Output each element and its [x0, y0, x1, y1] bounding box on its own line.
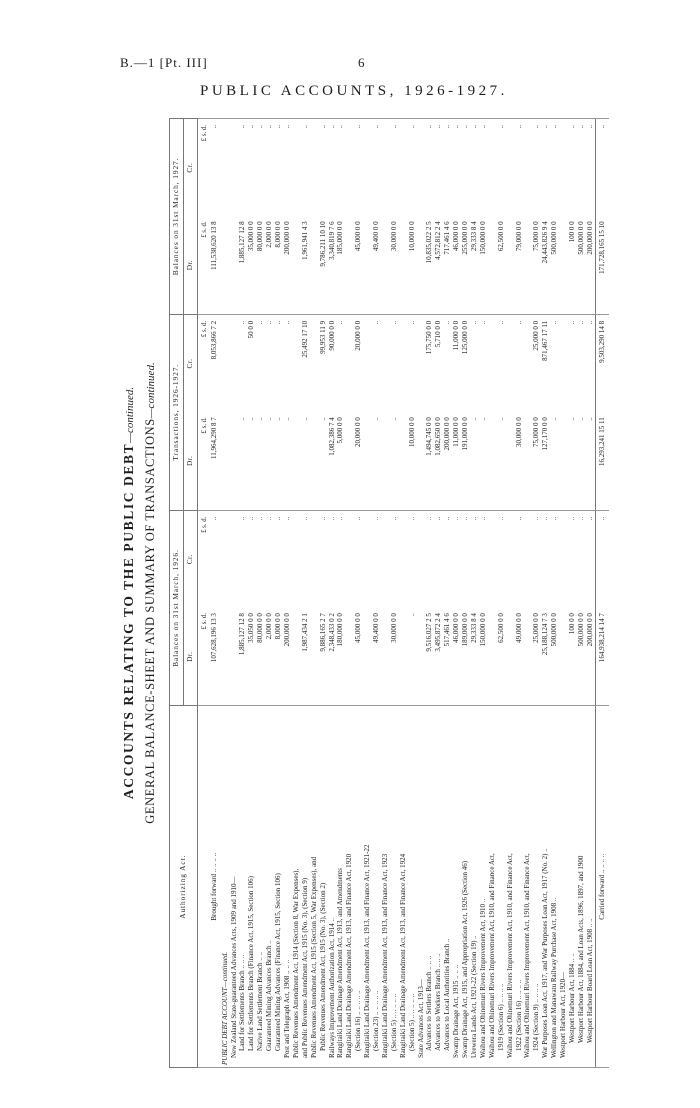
- col-header-bal-1927: Balances on 31st March, 1927.: [170, 119, 184, 315]
- amount-cell: ....: [238, 314, 247, 510]
- table-row: [354, 119, 363, 1068]
- amount-cell: 75,000 0 0..: [532, 119, 541, 315]
- amount-cell: 717,461 4 6..: [443, 119, 452, 315]
- table-row: [247, 119, 256, 1068]
- col-header-transactions: Transactions, 1926-1927.: [170, 314, 184, 510]
- amount-cell: 9,886,165 2 7..: [319, 510, 328, 706]
- act-cell: Urewera Lands Act, 1921-22 (Section 19) ..: [470, 706, 479, 1068]
- carried-forward-row: Carried forward .. .. .. .. 164,938,214 14 7.. 16,293,241 15 119,503,290 14 8 171,728,165 15 10..: [595, 119, 608, 1068]
- amount-cell: [292, 510, 301, 706]
- amount-cell: [559, 119, 568, 315]
- table-row: [479, 119, 488, 1068]
- amount-cell: ....: [550, 314, 559, 510]
- brought-forward-row: [210, 119, 221, 1068]
- amount-cell: [381, 314, 390, 510]
- act-cell: (Section 23) .. .. .. .. ..: [372, 706, 381, 1068]
- act-cell: Swamp Drainage Act, 1915, and Appropriation Act, 1926 (Section 46): [461, 706, 470, 1068]
- table-row: [515, 119, 524, 1068]
- amount-cell: [310, 314, 319, 510]
- amount-cell: 3,495,872 2 4..: [434, 510, 443, 706]
- amount-cell: 29,333 8 4..: [470, 510, 479, 706]
- amount-cell: ..25,492 17 10: [301, 314, 310, 510]
- table-body: [197, 119, 595, 1068]
- table-row: [292, 119, 301, 1068]
- amount-cell: 200,000 0 0..: [283, 119, 292, 315]
- amount-cell: 25,188,124 7 3..: [541, 510, 550, 706]
- amount-cell: 1,961,941 4 3..: [301, 119, 310, 315]
- table-row: [434, 119, 443, 1068]
- act-cell: Swamp Drainage Act, 1915 .. .. ..: [452, 706, 461, 1068]
- amount-cell: [523, 314, 532, 510]
- table-row: [328, 119, 337, 1068]
- act-cell: (Section 5) .. .. .. .. ..: [408, 706, 417, 1068]
- amount-cell: [221, 510, 230, 706]
- table-row: [568, 119, 577, 1068]
- table-row: [586, 119, 595, 1068]
- table-row: [230, 119, 239, 1068]
- act-cell: Waihou and Ohinemuri Rivers Improvement Act, 1910 ..: [479, 706, 488, 1068]
- page-header-ref: B.—1 [Pt. III]: [120, 55, 208, 70]
- amount-cell: 35,050 0 0..: [247, 510, 256, 706]
- amount-cell: [310, 119, 319, 315]
- amount-cell: 255,000 0 0..: [461, 119, 470, 315]
- amount-cell: 2,000 0 0..: [265, 510, 274, 706]
- act-cell: New Zealand State-guaranteed Advances Acts, 1909 and 1910—: [230, 706, 239, 1068]
- amount-cell: 1,082,650 0 05,710 0 0: [434, 314, 443, 510]
- amount-cell: 9,786,211 10 10..: [319, 119, 328, 315]
- amount-cell: 517,461 4 6..: [443, 510, 452, 706]
- table-row: [221, 119, 230, 1068]
- amount-cell: 150,000 0 0..: [479, 119, 488, 315]
- table-row: [310, 119, 319, 1068]
- act-cell: Native Land Settlement Branch .. ..: [256, 706, 265, 1068]
- page-number: 6: [358, 55, 365, 70]
- amount-cell: [292, 314, 301, 510]
- amount-cell: ....: [577, 314, 586, 510]
- amount-cell: [417, 119, 426, 315]
- table-row: [301, 119, 310, 1068]
- amount-cell: ....: [372, 314, 381, 510]
- table-row: [452, 119, 461, 1068]
- amount-cell: 100 0 0..: [568, 119, 577, 315]
- amount-cell: 10,000 0 0..: [408, 119, 417, 315]
- act-cell: War Purposes Loan Act, 1917, and War Purposes Loan Act, 1917 (No. 2) ..: [541, 706, 550, 1068]
- amount-cell: 30,000 0 0..: [390, 119, 399, 315]
- act-cell: Advances to Local Authorities Branch ..: [443, 706, 452, 1068]
- act-cell: Advances to Workers Branch .. .. ..: [434, 706, 443, 1068]
- amount-cell: [559, 314, 568, 510]
- table-row: [497, 119, 506, 1068]
- amount-cell: 25,000 0 0..: [532, 510, 541, 706]
- table-title: ACCOUNTS RELATING TO THE PUBLIC DEBT—continued.: [121, 386, 136, 800]
- amount-cell: [230, 510, 239, 706]
- amount-cell: 80,000 0 0..: [256, 510, 265, 706]
- table-row: [461, 119, 470, 1068]
- table-row: [541, 119, 550, 1068]
- amount-cell: 20,000 0 020,000 0 0: [354, 314, 363, 510]
- act-cell: Rangitaiki Land Drainage Amendment Act, 1913, and Amendments: [336, 706, 345, 1068]
- balance-sheet-table: [169, 118, 609, 1068]
- amount-cell: 1,885,127 12 8..: [238, 119, 247, 315]
- amount-cell: ....: [479, 314, 488, 510]
- amount-cell: 49,000 0 0..: [515, 510, 524, 706]
- table-row: [443, 119, 452, 1068]
- amount-cell: [381, 119, 390, 315]
- act-cell: Post and Telegraph Act, 1908 .. .. ..: [283, 706, 292, 1068]
- act-cell: Rangitaiki Land Drainage Amendment Act, 1913, and Finance Act, 1924: [399, 706, 408, 1068]
- act-cell: Westport Harbour Act, 1884 .. ..: [568, 706, 577, 1068]
- amount-cell: 500,000 0 0..: [550, 119, 559, 315]
- amount-cell: 189,000 0 0..: [461, 510, 470, 706]
- amount-cell: [399, 510, 408, 706]
- act-cell: PUBLIC DEBT ACCOUNT—continued.: [221, 706, 230, 1068]
- table-row: [256, 119, 265, 1068]
- table-row: [336, 119, 345, 1068]
- amount-cell: 46,000 0 0..: [452, 510, 461, 706]
- table-row: [238, 119, 247, 1068]
- act-cell: Rangitaiki Land Drainage Amendment Act, 1913, and Finance Act, 1920: [345, 706, 354, 1068]
- act-cell: Guaranteed Mining Advances (Finance Act, 1915, Section 106): [274, 706, 283, 1068]
- table-row: [319, 119, 328, 1068]
- amount-cell: 1,885,127 12 8..: [238, 510, 247, 706]
- col-header-bal-1926: Balances on 31st March, 1926.: [170, 510, 184, 706]
- amount-cell: 4,572,812 2 4..: [434, 119, 443, 315]
- amount-cell: ....: [470, 314, 479, 510]
- amount-cell: 11,964,290 8 78,053,866 7 2: [210, 314, 221, 510]
- amount-cell: [381, 510, 390, 706]
- table-subtitle: GENERAL BALANCE-SHEET AND SUMMARY OF TRANSACTIONS—continued.: [143, 362, 157, 824]
- amount-cell: 200,000 0 0..: [283, 510, 292, 706]
- amount-cell: 150,000 0 0..: [479, 510, 488, 706]
- amount-cell: [488, 314, 497, 510]
- amount-cell: 1,082,386 7 490,000 0 0: [328, 314, 337, 510]
- amount-cell: [506, 314, 515, 510]
- act-cell: Public Revenues Amendment Act, 1914 (Section 8, War Expenses),: [292, 706, 301, 1068]
- amount-cell: ....: [265, 314, 274, 510]
- amount-cell: 1,987,434 2 1..: [301, 510, 310, 706]
- table-row: [550, 119, 559, 1068]
- amount-cell: [310, 510, 319, 706]
- amount-cell: ....: [256, 314, 265, 510]
- amount-cell: [363, 314, 372, 510]
- amount-cell: 30,000 0 0..: [515, 314, 524, 510]
- amount-cell: 185,000 0 0..: [336, 119, 345, 315]
- amount-cell: 8,000 0 0..: [274, 510, 283, 706]
- amount-cell: 62,500 0 0..: [497, 119, 506, 315]
- table-row: [274, 119, 283, 1068]
- amount-cell: [506, 119, 515, 315]
- amount-cell: 10,000 0 0..: [408, 314, 417, 510]
- subheader-bal-1927: Dr.Cr.: [183, 119, 197, 315]
- table-row: [363, 119, 372, 1068]
- act-cell: Westport Harbour Act, 1884, and Loan Acts, 1896, 1897, and 1900: [577, 706, 586, 1068]
- act-cell: Land for Settlements Branch .. .. ..: [238, 706, 247, 1068]
- amount-cell: 9,516,027 2 5..: [425, 510, 434, 706]
- amount-cell: [345, 119, 354, 315]
- amount-cell: 5,000 0 0..: [336, 314, 345, 510]
- act-cell: Waihou and Ohinemuri Rivers Improvement Act, 1910, and Finance Act,: [523, 706, 532, 1068]
- act-cell: Guaranteed Mining Advances Branch ..: [265, 706, 274, 1068]
- table-row: [408, 119, 417, 1068]
- amount-cell: [221, 119, 230, 315]
- amount-cell: [523, 119, 532, 315]
- table-row: [283, 119, 292, 1068]
- amount-cell: [399, 314, 408, 510]
- act-cell: Public Revenues Amendment Act, 1915 (Section 5, War Expenses), and: [310, 706, 319, 1068]
- amount-cell: [221, 314, 230, 510]
- table-row: [265, 119, 274, 1068]
- amount-cell: 24,443,826 9 4..: [541, 119, 550, 315]
- col-header-act: Authorizing Act.: [170, 706, 198, 1068]
- units-row: £ s. d.£ s. d. £ s. d.£ s. d. £ s. d.£ s. d.: [197, 119, 209, 1068]
- amount-cell: 49,400 0 0..: [372, 510, 381, 706]
- amount-cell: [417, 314, 426, 510]
- amount-cell: 500,000 0 0..: [577, 510, 586, 706]
- act-cell: 1922 (Section 16) .. .. .. ..: [515, 706, 524, 1068]
- act-cell: Waihou and Ohinemuri Rivers Improvement Act, 1910, and Finance Act,: [488, 706, 497, 1068]
- amount-cell: 46,000 0 0..: [452, 119, 461, 315]
- act-cell: Wellington and Manawatu Railway Purchase Act, 1908 ..: [550, 706, 559, 1068]
- amount-cell: [230, 119, 239, 315]
- amount-cell: 500,000 0 0..: [550, 510, 559, 706]
- amount-cell: 45,000 0 0..: [354, 119, 363, 315]
- act-cell: Westport Harbour Board Loan Act, 1908 .. ..: [586, 706, 595, 1068]
- amount-cell: 10,835,022 2 5..: [425, 119, 434, 315]
- amount-cell: 1,494,745 0 0175,750 0 0: [425, 314, 434, 510]
- table-row: [532, 119, 541, 1068]
- table-row: [506, 119, 515, 1068]
- amount-cell: 100 0 0..: [568, 510, 577, 706]
- amount-cell: ....: [283, 314, 292, 510]
- amount-cell: ....: [568, 314, 577, 510]
- amount-cell: ....: [586, 314, 595, 510]
- act-cell: 1924 (Section 9) .. .. .. ..: [532, 706, 541, 1068]
- amount-cell: 80,000 0 0..: [256, 119, 265, 315]
- act-cell: Westport Harbour Act, 1920—: [559, 706, 568, 1068]
- amount-cell: 111,538,620 13 8..: [210, 119, 221, 315]
- amount-cell: [488, 119, 497, 315]
- amount-cell: 2,348,433 0 2..: [328, 510, 337, 706]
- amount-cell: 75,000 0 025,000 0 0: [532, 314, 541, 510]
- page-title: PUBLIC ACCOUNTS, 1926-1927.: [200, 83, 508, 99]
- subheader-transactions: Dr.Cr.: [183, 314, 197, 510]
- act-cell: Brought forward .. .. .. ..: [210, 706, 221, 1068]
- amount-cell: 8,000 0 0..: [274, 119, 283, 315]
- amount-cell: ..50 0 0: [247, 314, 256, 510]
- amount-cell: [417, 510, 426, 706]
- table-row: [345, 119, 354, 1068]
- amount-cell: ....: [497, 314, 506, 510]
- amount-cell: 180,000 0 0..: [336, 510, 345, 706]
- table-row: [399, 119, 408, 1068]
- act-cell: (Section 5) .. .. .. .. ..: [390, 706, 399, 1068]
- amount-cell: [363, 119, 372, 315]
- table-row: [488, 119, 497, 1068]
- rotated-table-block: [109, 118, 634, 1068]
- table-row: [523, 119, 532, 1068]
- table-row: [559, 119, 568, 1068]
- table-row: [381, 119, 390, 1068]
- act-cell: (Section 16) .. .. .. .. ..: [354, 706, 363, 1068]
- amount-cell: 200,000 0 0..: [443, 314, 452, 510]
- act-cell: Rangitaiki Land Drainage Amendment Act, 1913, and Finance Act, 1923: [381, 706, 390, 1068]
- table-row: [372, 119, 381, 1068]
- amount-cell: [363, 510, 372, 706]
- amount-cell: 11,000 0 011,000 0 0: [452, 314, 461, 510]
- table-row: [425, 119, 434, 1068]
- amount-cell: 29,333 8 4..: [470, 119, 479, 315]
- amount-cell: ....: [390, 314, 399, 510]
- amount-cell: 500,000 0 0..: [577, 119, 586, 315]
- amount-cell: 2,000 0 0..: [265, 119, 274, 315]
- amount-cell: [506, 510, 515, 706]
- amount-cell: 191,000 0 0125,000 0 0: [461, 314, 470, 510]
- amount-cell: 3,340,819 7 6..: [328, 119, 337, 315]
- amount-cell: 200,000 0 0..: [586, 510, 595, 706]
- table-row: [390, 119, 399, 1068]
- amount-cell: ....: [274, 314, 283, 510]
- amount-cell: 45,000 0 0..: [354, 510, 363, 706]
- act-cell: Railways Improvement Authorization Act, 1914 ..: [328, 706, 337, 1068]
- act-cell: Advances to Settlers Branch .. .. ..: [425, 706, 434, 1068]
- amount-cell: [523, 510, 532, 706]
- act-cell: State Advances Act, 1913—: [417, 706, 426, 1068]
- amount-cell: [488, 510, 497, 706]
- amount-cell: [292, 119, 301, 315]
- act-cell: Land for Settlements Branch (Finance Act, 1915, Section 106): [247, 706, 256, 1068]
- act-cell: Waihou and Ohinemuri Rivers Improvement Act, 1910, and Finance Act,: [506, 706, 515, 1068]
- amount-cell: ....: [408, 510, 417, 706]
- amount-cell: 35,000 0 0..: [247, 119, 256, 315]
- amount-cell: 49,400 0 0..: [372, 119, 381, 315]
- amount-cell: [230, 314, 239, 510]
- table-row: [417, 119, 426, 1068]
- amount-cell: [345, 510, 354, 706]
- act-cell: and Public Revenues Amendment Act, 1915 (No. 3), (Section 9): [301, 706, 310, 1068]
- amount-cell: 200,000 0 0..: [586, 119, 595, 315]
- subheader-bal-1926: Dr.Cr.: [183, 510, 197, 706]
- amount-cell: [345, 314, 354, 510]
- table-row: [577, 119, 586, 1068]
- table-row: [470, 119, 479, 1068]
- amount-cell: 30,000 0 0..: [390, 510, 399, 706]
- act-cell: 1919 (Section 6) .. .. .. ..: [497, 706, 506, 1068]
- act-cell: Rangitaiki Land Drainage Amendment Act, 1913, and Finance Act, 1921-22: [363, 706, 372, 1068]
- amount-cell: ..99,953 11 9: [319, 314, 328, 510]
- amount-cell: [559, 510, 568, 706]
- amount-cell: 79,000 0 0..: [515, 119, 524, 315]
- amount-cell: [399, 119, 408, 315]
- amount-cell: 62,500 0 0..: [497, 510, 506, 706]
- act-cell: Public Revenues Amendment Act, 1915 (No. 3), (Section 2): [319, 706, 328, 1068]
- amount-cell: 127,170 0 0871,467 17 11: [541, 314, 550, 510]
- amount-cell: 107,628,196 13 3..: [210, 510, 221, 706]
